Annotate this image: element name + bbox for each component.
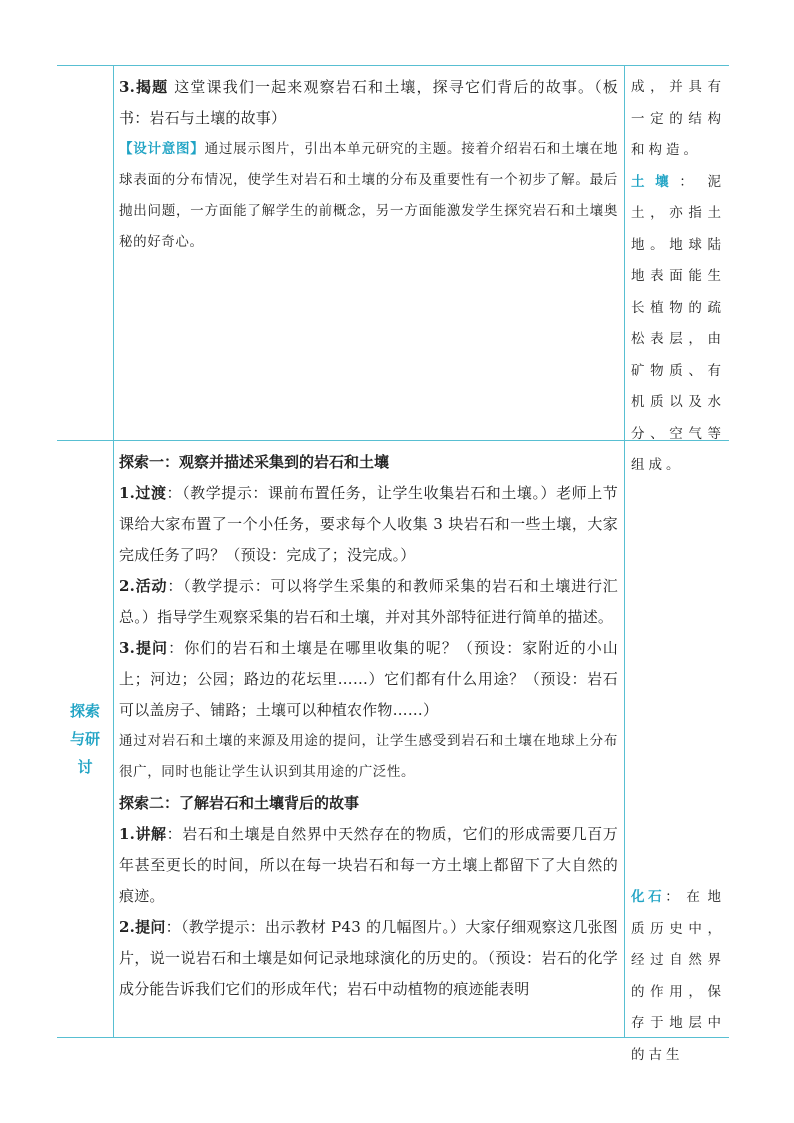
design-intent: 【设计意图】通过展示图片，引出本单元研究的主题。接着介绍岩石和土壤在地球表面的分布情况，使学生对岩石和土壤的分布及重要性有一个初步了解。最后抛出问题，一方面能了解学生的前概念，另一方面能激发学生探究岩石和土壤奥秘的好奇心。: [119, 141, 618, 250]
step-transition: 1.过渡：（教学提示：课前布置任务，让学生收集岩石和土壤。）老师上节课给大家布置了一个小任务，要求每个人收集 3 块岩石和一些土壤，大家完成任务了吗？（预设：完成了；没完成。）: [119, 484, 618, 564]
column-divider: [624, 66, 625, 440]
note-term: 化石: [631, 889, 666, 905]
stage-label: 探索与研讨: [69, 702, 100, 776]
design-intent-label: 【设计意图】: [119, 141, 205, 157]
note-term: 土壤: [631, 173, 680, 190]
question-rationale: 通过对岩石和土壤的来源及用途的提问，让学生感受到岩石和土壤在地球上分布很广，同时也能让学生认识到其用途的广泛性。: [119, 733, 618, 780]
column-divider: [113, 441, 114, 1037]
stage-cell: [57, 441, 113, 1037]
step-activity: 2.活动：（教学提示：可以将学生采集的和教师采集的岩石和土壤进行汇总。）指导学生观察采集的岩石和土壤，并对其外部特征进行简单的描述。: [119, 577, 618, 626]
explore-one-heading: 探索一：观察并描述采集到的岩石和土壤: [119, 453, 390, 471]
step-explain: 1.讲解：岩石和土壤是自然界中天然存在的物质，它们的形成需要几百万年甚至更长的时间，所以在每一块岩石和每一方土壤上都留下了大自然的痕迹。: [119, 825, 618, 905]
explore-two-heading: 探索二：了解岩石和土壤背后的故事: [119, 794, 360, 812]
step-question: 3.提问：你们的岩石和土壤是在哪里收集的呢？（预设：家附近的小山上；河边；公园；路边的花坛里……）它们都有什么用途？（预设：岩石可以盖房子、铺路；土壤可以种植农作物……）: [119, 639, 618, 719]
step-reveal-topic: 3.揭题 这堂课我们一起来观察岩石和土壤，探寻它们背后的故事。（板书：岩石与土壤的故事）: [119, 78, 619, 127]
side-note-fossil: 化石：在地质历史中，经过自然界的作用，保存于地层中的古生: [631, 889, 725, 1063]
step-question-two: 2.提问：（教学提示：出示教材 P43 的几幅图片。）大家仔细观察这几张图片，说一说岩石和土壤是如何记录地球演化的历史的。（预设：岩石的化学成分能告诉我们它们的形成年代；岩石中动植物的痕迹能表明: [119, 918, 618, 998]
main-content-cell: [119, 72, 618, 258]
column-divider: [624, 441, 625, 1037]
main-content-cell: [119, 447, 618, 1005]
side-note-cell: [631, 882, 725, 1071]
side-note: 成，并具有一定的结构和构造。 土壤：泥土，亦指土地。地球陆地表面能生长植物的疏松表层，由矿物质、有机质以及水分、空气等组成。: [631, 79, 726, 473]
side-note-cell: [631, 72, 725, 482]
column-divider: [113, 66, 114, 440]
step-keyword: 揭题: [135, 78, 169, 96]
lesson-plan-table: [57, 65, 729, 1063]
table-row-explore: [57, 440, 729, 1063]
